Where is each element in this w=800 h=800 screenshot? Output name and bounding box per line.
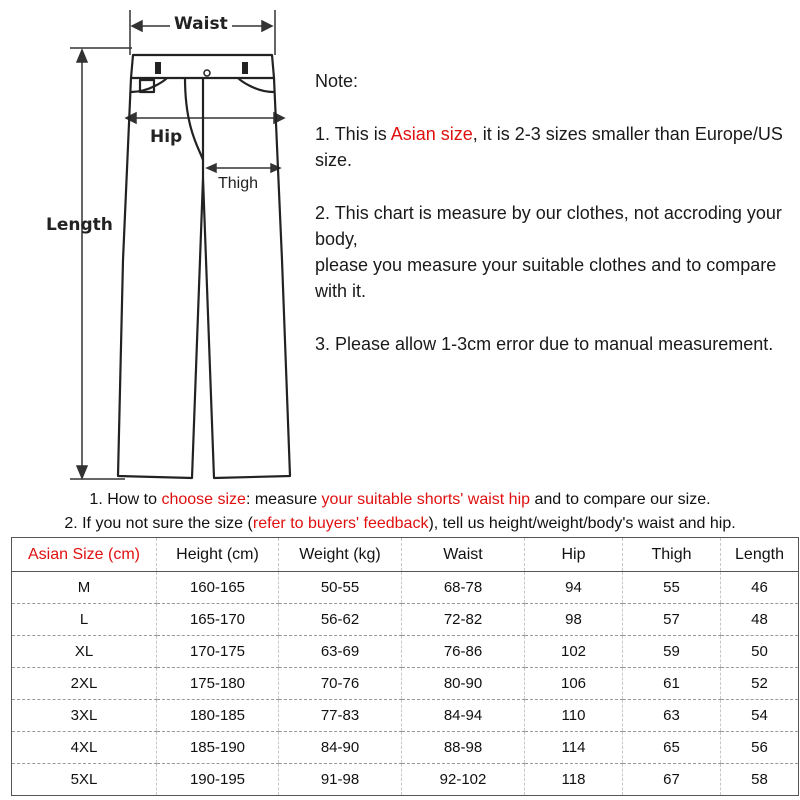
table-cell: 3XL [12, 700, 157, 732]
table-cell: XL [12, 636, 157, 668]
table-cell: L [12, 604, 157, 636]
table-cell: 57 [623, 604, 721, 636]
table-cell: 56-62 [279, 604, 402, 636]
table-cell: 94 [525, 572, 623, 604]
tip-1-text-b: : measure [245, 491, 322, 508]
note-2-line-1: 2. This chart is measure by our clothes, not accroding your body, [315, 203, 782, 249]
tip-1-text-c: and to compare our size. [530, 491, 711, 508]
header-asian-size: Asian Size (cm) [12, 538, 157, 572]
table-cell: 61 [623, 668, 721, 700]
waist-label: Waist [170, 14, 232, 34]
table-cell: 102 [525, 636, 623, 668]
table-row [12, 604, 799, 636]
pants-diagram [0, 0, 310, 485]
thigh-arrow [207, 164, 280, 172]
header-weight: Weight (kg) [279, 538, 402, 572]
table-cell: 76-86 [402, 636, 525, 668]
table-cell: 63-69 [279, 636, 402, 668]
table-cell: 98 [525, 604, 623, 636]
notes-section [315, 68, 795, 384]
note-1-suffix: , it is 2-3 sizes smaller than Europe/US size. [315, 124, 783, 170]
length-label: Length [46, 215, 113, 235]
header-waist: Waist [402, 538, 525, 572]
table-cell: 46 [721, 572, 799, 604]
table-cell: 50-55 [279, 572, 402, 604]
notes-heading: Note: [315, 71, 359, 91]
table-row [12, 700, 799, 732]
table-cell: 70-76 [279, 668, 402, 700]
table-cell: 165-170 [157, 604, 279, 636]
table-cell: 185-190 [157, 732, 279, 764]
table-row [12, 764, 799, 796]
table-cell: 160-165 [157, 572, 279, 604]
table-cell: 84-94 [402, 700, 525, 732]
table-cell: 118 [525, 764, 623, 796]
table-cell: 180-185 [157, 700, 279, 732]
table-cell: 92-102 [402, 764, 525, 796]
table-cell: 50 [721, 636, 799, 668]
table-cell: 67 [623, 764, 721, 796]
size-tips [0, 488, 800, 536]
table-row [12, 732, 799, 764]
asian-size-highlight: Asian size [390, 124, 473, 144]
table-cell: 114 [525, 732, 623, 764]
table-cell: 54 [721, 700, 799, 732]
note-item-1 [315, 121, 795, 173]
table-cell: 84-90 [279, 732, 402, 764]
tip-2-text-b: ), tell us height/weight/body's waist and hip. [428, 515, 736, 532]
tip-1-highlight-b: your suitable shorts' waist hip [321, 491, 531, 508]
tip-1-text-a: 1. How to [89, 491, 162, 508]
table-cell: 77-83 [279, 700, 402, 732]
table-cell: 175-180 [157, 668, 279, 700]
note-2-line-2: please you measure your suitable clothes and to compare with it. [315, 255, 777, 301]
table-cell: M [12, 572, 157, 604]
table-cell: 190-195 [157, 764, 279, 796]
table-cell: 63 [623, 700, 721, 732]
table-cell: 5XL [12, 764, 157, 796]
table-row [12, 668, 799, 700]
table-cell: 52 [721, 668, 799, 700]
note-1-prefix: 1. This is [315, 124, 391, 144]
pants-outline [0, 0, 310, 485]
table-cell: 59 [623, 636, 721, 668]
table-cell: 72-82 [402, 604, 525, 636]
header-thigh: Thigh [623, 538, 721, 572]
note-item-3: 3. Please allow 1-3cm error due to manual measurement. [315, 334, 774, 354]
table-cell: 4XL [12, 732, 157, 764]
table-cell: 88-98 [402, 732, 525, 764]
hip-arrow [126, 113, 284, 123]
header-hip: Hip [525, 538, 623, 572]
table-cell: 56 [721, 732, 799, 764]
thigh-label: Thigh [218, 175, 259, 192]
tip-2-highlight: refer to buyers' feedback [252, 515, 429, 532]
table-cell: 65 [623, 732, 721, 764]
table-cell: 58 [721, 764, 799, 796]
note-item-2 [315, 200, 795, 304]
tip-line-2 [0, 512, 800, 536]
table-cell: 68-78 [402, 572, 525, 604]
tip-2-text-a: 2. If you not sure the size ( [64, 515, 253, 532]
header-length: Length [721, 538, 799, 572]
table-row [12, 636, 799, 668]
hip-label: Hip [150, 127, 183, 147]
table-row [12, 572, 799, 604]
header-height: Height (cm) [157, 538, 279, 572]
table-cell: 170-175 [157, 636, 279, 668]
table-cell: 48 [721, 604, 799, 636]
table-cell: 91-98 [279, 764, 402, 796]
table-header-row [12, 538, 799, 572]
table-cell: 106 [525, 668, 623, 700]
table-cell: 2XL [12, 668, 157, 700]
size-chart-table [11, 537, 799, 796]
tip-line-1 [0, 488, 800, 512]
table-cell: 80-90 [402, 668, 525, 700]
table-cell: 55 [623, 572, 721, 604]
tip-1-highlight-a: choose size [161, 491, 246, 508]
table-cell: 110 [525, 700, 623, 732]
